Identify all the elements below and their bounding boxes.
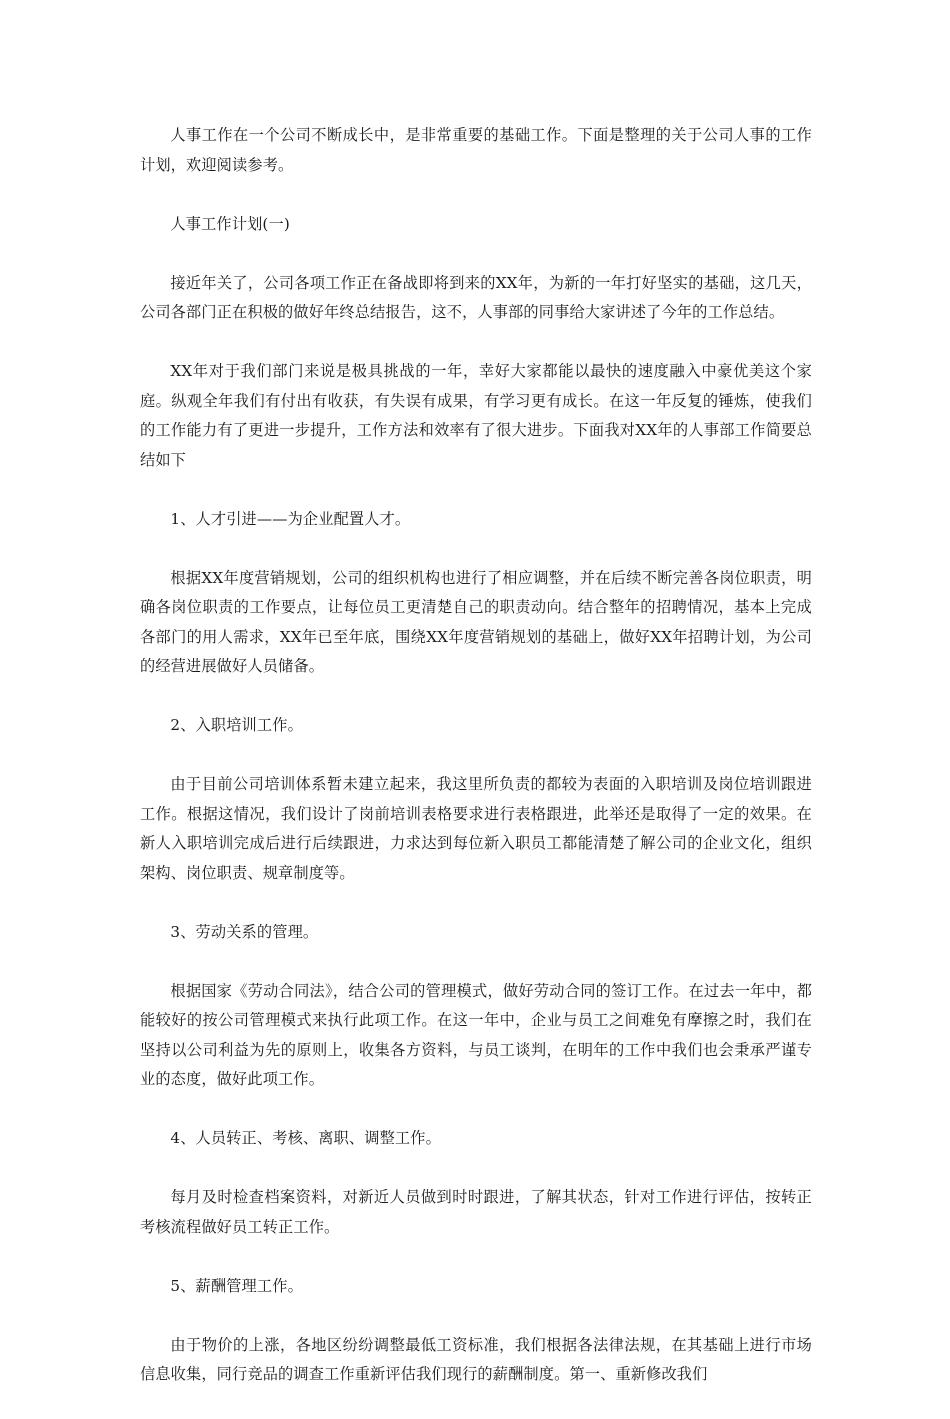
section-5-body: 由于物价的上涨，各地区纷纷调整最低工资标准，我们根据各法律法规，在其基础上进行市场信息收集，同行竞品的调查工作重新评估我们现行的薪酬制度。第一、重新修改我们 [140,1335,812,1383]
section-4-body: 每月及时检查档案资料，对新近人员做到时时跟进，了解其状态，针对工作进行评估，按转正考核流程做好员工转正工作。 [140,1188,812,1236]
plan-title: 人事工作计划(一) [170,214,290,233]
section-3-body: 根据国家《劳动合同法》，结合公司的管理模式，做好劳动合同的签订工作。在过去一年中，都能较好的按公司管理模式来执行此项工作。在这一年中，企业与员工之间难免有摩擦之时，我们在坚持以公司利益为先的原则上，收集各方资料，与员工谈判，在明年的工作中我们也会秉承严谨专业的态度，做好此项工作。 [140,981,812,1088]
section-2-body: 由于目前公司培训体系暂未建立起来，我这里所负责的都较为表面的入职培训及岗位培训跟进工作。根据这情况，我们设计了岗前培训表格要求进行表格跟进，此举还是取得了一定的效果。在新人入职培训完成后进行后续跟进，力求达到每位新入职员工都能清楚了解公司的企业文化，组织架构、岗位职责、规章制度等。 [140,775,812,882]
section-1-title: 1、人才引进——为企业配置人才。 [170,509,411,528]
section-5-title: 5、薪酬管理工作。 [170,1276,303,1295]
paragraph-2: XX年对于我们部门来说是极具挑战的一年，幸好大家都能以最快的速度融入中豪优美这个家庭。纵观全年我们有付出有收获，有失误有成果，有学习更有成长。在这一年反复的锤炼，使我们的工作能力有了更进一步提升，工作方法和效率有了很大进步。下面我对XX年的人事部工作简要总结如下 [140,362,812,469]
document-page [140,121,812,1419]
section-2-title: 2、入职培训工作。 [170,716,303,734]
section-4-title: 4、人员转正、考核、离职、调整工作。 [170,1129,441,1147]
section-1-body: 根据XX年度营销规划，公司的组织机构也进行了相应调整，并在后续不断完善各岗位职责，明确各岗位职责的工作要点，让每位员工更清楚自己的职责动向。结合整年的招聘情况，基本上完成各部门的用人需求，XX年已至年底，围绕XX年度营销规划的基础上，做好XX年招聘计划，为公司的经营进展做好人员储备。 [140,568,812,675]
intro-paragraph: 人事工作在一个公司不断成长中，是非常重要的基础工作。下面是整理的关于公司人事的工作计划，欢迎阅读参考。 [140,126,812,174]
paragraph-1: 接近年关了，公司各项工作正在备战即将到来的XX年，为新的一年打好坚实的基础，这几天，公司各部门正在积极的做好年终总结报告，这不，人事部的同事给大家讲述了今年的工作总结。 [140,273,812,321]
section-3-title: 3、劳动关系的管理。 [170,922,319,941]
